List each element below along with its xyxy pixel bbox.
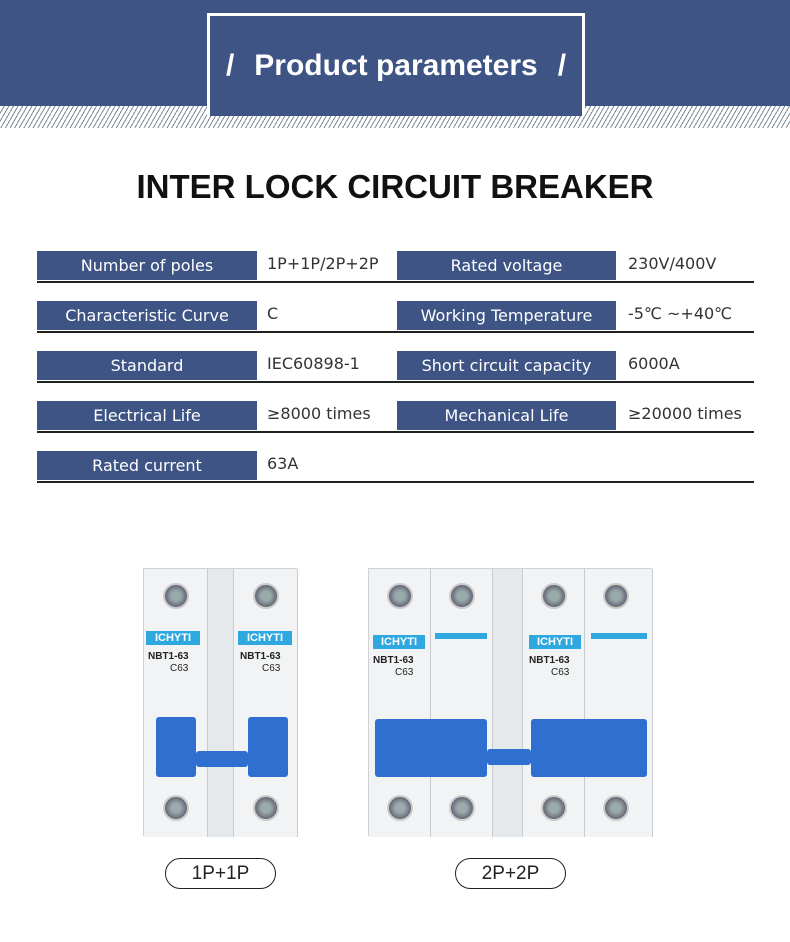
section-title-box: [207, 13, 585, 116]
param-value: IEC60898-1: [267, 354, 360, 373]
model-label: NBT1-63: [148, 651, 189, 662]
brand-label: ICHYTI: [373, 635, 425, 649]
param-row: [37, 301, 754, 333]
rating-label: C63: [170, 663, 189, 674]
brand-label: ICHYTI: [529, 635, 581, 649]
product-heading: INTER LOCK CIRCUIT BREAKER: [136, 168, 654, 205]
param-label: Short circuit capacity: [397, 351, 616, 380]
param-value: ≥20000 times: [628, 404, 742, 423]
rating-label: C63: [262, 663, 281, 674]
param-value: ≥8000 times: [267, 404, 371, 423]
brand-label: ICHYTI: [146, 631, 200, 645]
param-row: [37, 251, 754, 283]
param-label: Characteristic Curve: [37, 301, 257, 330]
param-label: Working Temperature: [397, 301, 616, 330]
param-value: C: [267, 304, 279, 323]
param-label: Standard: [37, 351, 257, 380]
param-label: Electrical Life: [37, 401, 257, 430]
rating-label: C63: [395, 667, 414, 678]
model-label: NBT1-63: [240, 651, 281, 662]
param-row: [37, 351, 754, 383]
param-row: [37, 401, 754, 433]
param-label: Number of poles: [37, 251, 257, 280]
param-value: 1P+1P/2P+2P: [267, 254, 379, 273]
param-value: 63A: [267, 454, 299, 473]
param-value: 230V/400V: [628, 254, 717, 273]
model-label: NBT1-63: [373, 655, 414, 666]
model-label: NBT1-63: [529, 655, 570, 666]
param-label: Rated voltage: [397, 251, 616, 280]
caption-2p2p: 2P+2P: [455, 858, 566, 889]
param-row: [37, 451, 754, 483]
section-title: Product parameters: [254, 49, 538, 82]
brand-label: ICHYTI: [238, 631, 292, 645]
param-value: -5℃ ~+40℃: [628, 304, 733, 323]
param-label: Mechanical Life: [397, 401, 616, 430]
rating-label: C63: [551, 667, 570, 678]
caption-1p1p: 1P+1P: [165, 858, 276, 889]
product-image-1p1p: [143, 568, 297, 836]
slash: /: [557, 49, 567, 82]
product-image-2p2p: [368, 568, 652, 836]
param-label: Rated current: [37, 451, 257, 480]
param-value: 6000A: [628, 354, 680, 373]
slash: /: [225, 49, 235, 82]
